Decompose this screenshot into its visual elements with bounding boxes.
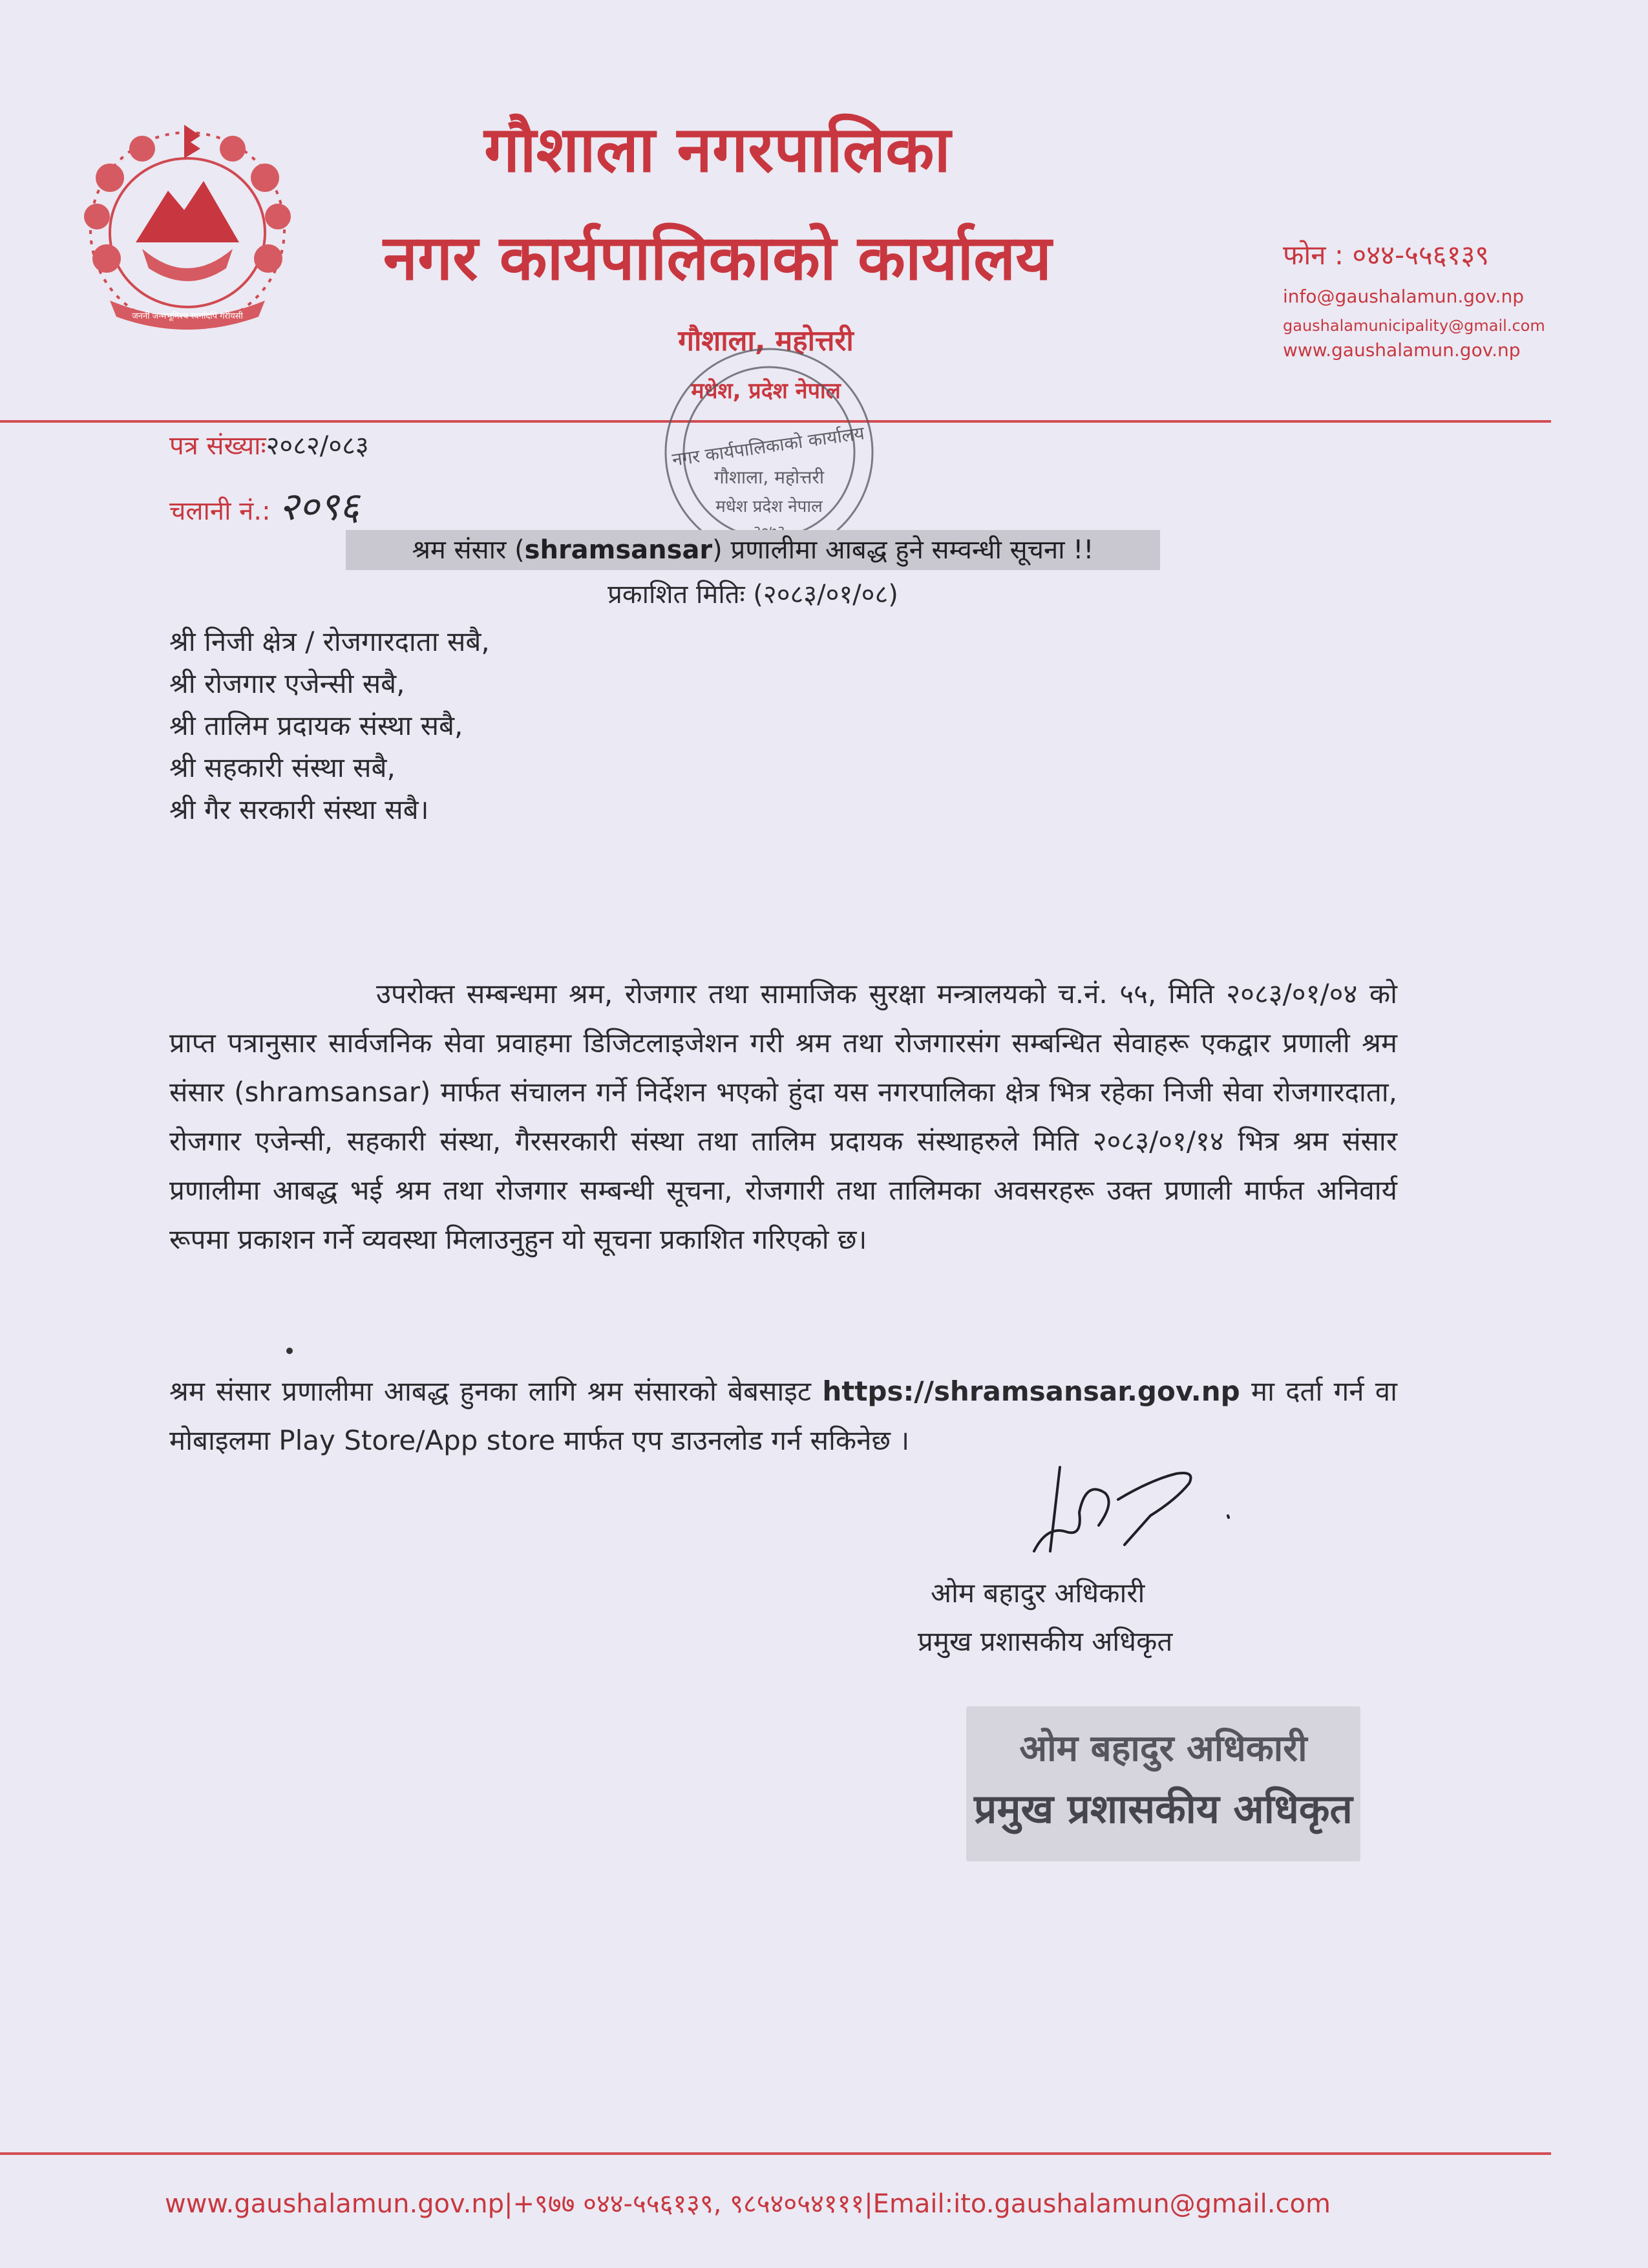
- recipient-line: श्री रोजगार एजेन्सी सबै,: [169, 668, 405, 699]
- footer-contact: www.gaushalamun.gov.np|+९७७ ०४४-५५६१३९, ९८५४०५४१११|Email:ito.gaushalamun@gmail.com: [165, 2189, 1331, 2219]
- subject-keyword: shramsansar: [524, 535, 713, 565]
- recipient-line: श्री सहकारी संस्था सबै,: [169, 752, 396, 783]
- seal-line-office: नगर कार्यपालिकाको कार्यालय: [670, 422, 866, 471]
- recipient-line: श्री गैर सरकारी संस्था सबै।: [169, 794, 429, 825]
- name-stamp-line-2: प्रमुख प्रशासकीय अधिकृत: [974, 1785, 1353, 1832]
- notice-body-paragraph-1: [169, 970, 1397, 1264]
- paragraph-2-before: श्रम संसार प्रणालीमा आबद्ध हुनका लागि श्रम संसारको बेबसाइट: [169, 1375, 823, 1407]
- office-location: गौशाला, महोत्तरी: [678, 324, 854, 357]
- notice-body-paragraph-2: [169, 1367, 1397, 1465]
- subject-suffix: ) प्रणालीमा आबद्ध हुने सम्वन्धी सूचना !!: [712, 535, 1094, 565]
- emblem-caption: जननी जन्मभूमिश्च स्वर्गादपि गरीयसी: [132, 312, 243, 321]
- paragraph-1-text: उपरोक्त सम्बन्धमा श्रम, रोजगार तथा सामाजिक सुरक्षा मन्त्रालयको च.नं. ५५, मिति २०८३/०१/०४ को प्राप्त पत्रानुसार सार्वजनिक सेवा प्रवाहमा डिजिटलाइजेशन गरी श्रम तथा रोजगारसंग सम्बन्धित सेवाहरू एकद्वार प्रणाली श्रम संसार (shramsansar) मार्फत संचालन गर्ने निर्देशन भएको हुंदा यस नगरपालिका क्षेत्र भित्र रहेका निजी सेवा रोजगारदाता, रोजगार एजेन्सी, सहकारी संस्था, गैरसरकारी संस्था तथा तालिम प्रदायक संस्थाहरुले मिति २०८३/०१/१४ भित्र श्रम संसार प्रणालीमा आबद्ध भई श्रम तथा रोजगार सम्बन्धी सूचना, रोजगारी तथा तालिमका अवसरहरू उक्त प्रणाली मार्फत अनिवार्य रूपमा प्रकाशन गर्ने व्यवस्था मिलाउनुहुन यो सूचना प्रकाशित गरिएको छ।: [169, 978, 1397, 1255]
- letter-number: [169, 427, 369, 462]
- published-date: प्रकाशित मितिः (२०८३/०१/०८): [607, 580, 898, 609]
- letter-number-label: पत्र संख्याः: [169, 431, 266, 461]
- dispatch-number: [169, 478, 359, 531]
- office-title: नगर कार्यपालिकाको कार्यालय: [383, 221, 1052, 294]
- dispatch-number-handwritten: २०९६: [279, 484, 360, 529]
- office-website[interactable]: www.gaushalamun.gov.np: [1283, 339, 1521, 361]
- shramsansar-link[interactable]: https://shramsansar.gov.np: [822, 1375, 1240, 1407]
- recipient-line: श्री तालिम प्रदायक संस्था सबै,: [169, 710, 463, 741]
- ink-dot: [286, 1348, 293, 1354]
- dispatch-number-label: चलानी नं.:: [169, 496, 271, 526]
- municipality-title: गौशाला नगरपालिका: [484, 112, 951, 187]
- nepal-emblem-logo: [71, 120, 304, 339]
- notice-subject: [346, 530, 1160, 570]
- office-gmail[interactable]: gaushalamunicipality@gmail.com: [1283, 317, 1545, 335]
- recipient-list: [169, 620, 490, 831]
- handwritten-signature: [1021, 1454, 1254, 1571]
- recipient-line: श्री निजी क्षेत्र / रोजगारदाता सबै,: [169, 626, 490, 657]
- subject-prefix: श्रम संसार (: [412, 535, 525, 565]
- seal-line-province: मधेश प्रदेश नेपाल: [715, 497, 823, 516]
- paragraph-2-after: मा दर्ता गर्न वा मोबाइलमा Play Store/App store मार्फत एप डाउनलोड गर्न सकिनेछ ।: [169, 1375, 1398, 1456]
- office-province: मधेश, प्रदेश नेपाल: [691, 378, 841, 404]
- office-email[interactable]: info@gaushalamun.gov.np: [1283, 286, 1525, 307]
- letter-number-value: २०८२/०८३: [266, 431, 369, 461]
- signatory-designation: प्रमुख प्रशासकीय अधिकृत: [918, 1626, 1173, 1657]
- signatory-name: ओम बहादुर अधिकारी: [931, 1577, 1145, 1609]
- footer-divider: [0, 2152, 1551, 2155]
- name-stamp-line-1: ओम बहादुर अधिकारी: [1019, 1727, 1307, 1770]
- office-phone: फोन : ०४४-५५६१३९: [1283, 239, 1490, 271]
- seal-line-location: गौशाला, महोत्तरी: [713, 467, 825, 488]
